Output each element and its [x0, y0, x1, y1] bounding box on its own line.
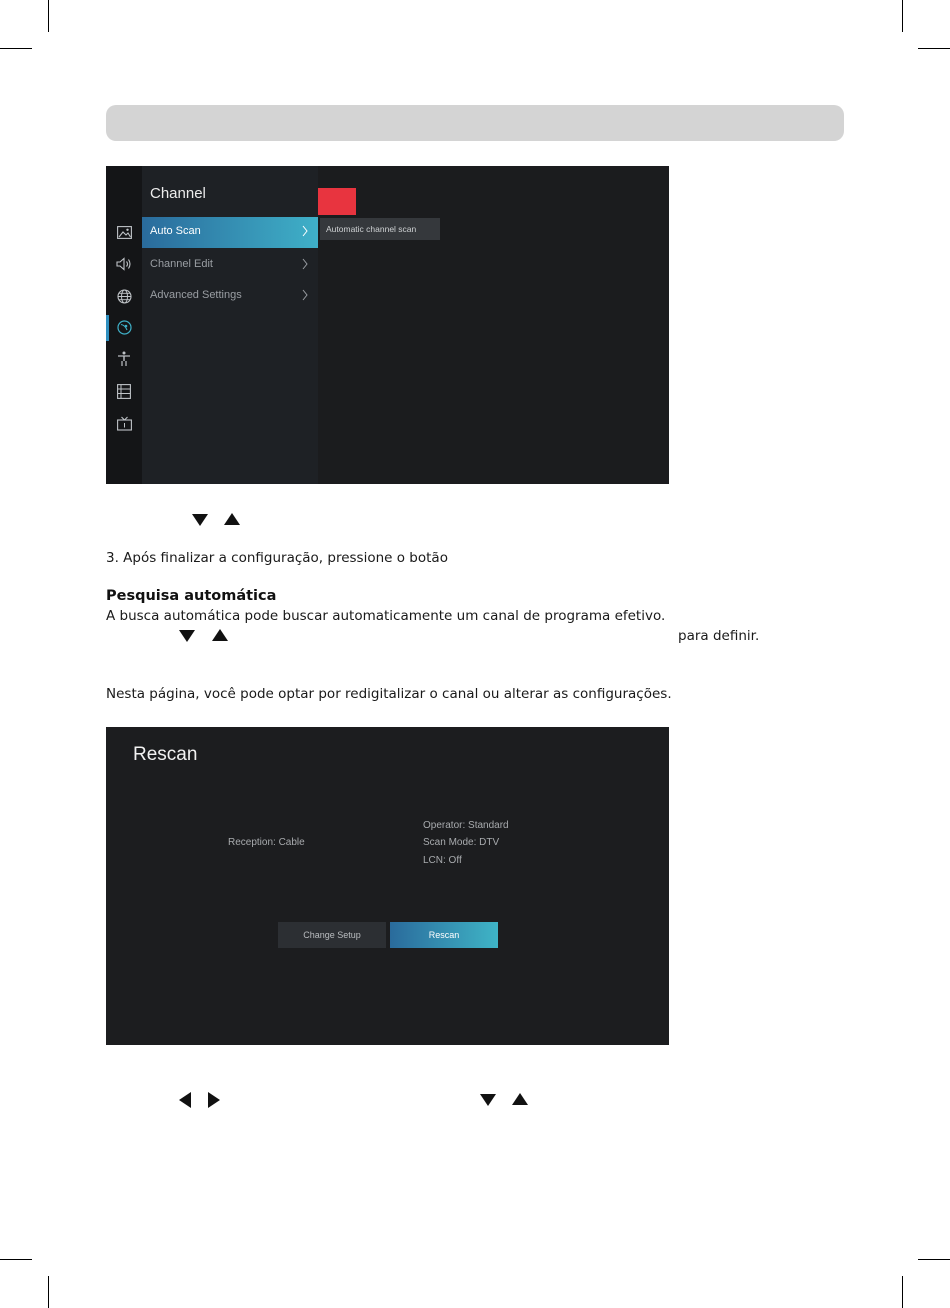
crop-mark [0, 1259, 32, 1260]
paragraph-text: A busca automática pode buscar automaticamente um canal de programa efetivo. [106, 608, 666, 624]
paragraph-text-end: para definir. [678, 628, 760, 644]
menu-item-auto-scan[interactable] [142, 217, 318, 248]
settings-icon-rail [106, 166, 142, 484]
section-header-bar [106, 105, 844, 141]
network-globe-icon[interactable] [116, 288, 132, 304]
crop-mark [902, 0, 903, 32]
arrow-down-icon [192, 514, 208, 526]
arrow-left-icon [179, 1092, 191, 1108]
sound-icon[interactable] [116, 256, 132, 272]
rail-selection-indicator [106, 315, 109, 341]
crop-mark [48, 1276, 49, 1308]
menu-item-label: Advanced Settings [150, 289, 242, 301]
scan-mode-text: Scan Mode: DTV [423, 837, 500, 848]
channel-menu-panel [142, 166, 318, 484]
change-setup-button[interactable]: Change Setup [278, 922, 386, 948]
channel-satellite-icon[interactable] [116, 319, 132, 335]
menu-item-label: Auto Scan [150, 225, 201, 237]
system-list-icon[interactable] [116, 383, 132, 399]
channel-menu-screenshot [106, 166, 669, 484]
menu-item-channel-edit[interactable] [142, 250, 318, 281]
crop-mark [48, 0, 49, 32]
menu-item-advanced-settings[interactable] [142, 281, 318, 312]
paragraph-text: Nesta página, você pode optar por redigitalizar o canal ou alterar as configurações. [106, 686, 672, 702]
rescan-button[interactable]: Rescan [390, 922, 498, 948]
rescan-screenshot [106, 727, 669, 1045]
arrow-down-icon [179, 630, 195, 642]
arrow-right-icon [208, 1092, 220, 1108]
arrow-up-icon [224, 513, 240, 525]
chevron-right-icon [301, 288, 309, 305]
lcn-text: LCN: Off [423, 855, 462, 866]
accessibility-icon[interactable] [116, 351, 132, 367]
crop-mark [918, 1259, 950, 1260]
operator-text: Operator: Standard [423, 820, 509, 831]
tv-icon[interactable] [116, 415, 132, 431]
menu-title: Channel [150, 185, 206, 202]
arrow-up-icon [212, 629, 228, 641]
highlight-tab [318, 188, 356, 215]
step-3-text: 3. Após finalizar a configuração, pressione o botão [106, 550, 448, 566]
rescan-title: Rescan [133, 744, 198, 765]
arrow-up-icon [512, 1093, 528, 1105]
arrow-down-icon [480, 1094, 496, 1106]
picture-icon[interactable] [116, 224, 132, 240]
section-heading: Pesquisa automática [106, 588, 277, 604]
crop-mark [0, 48, 32, 49]
crop-mark [918, 48, 950, 49]
menu-item-label: Channel Edit [150, 258, 213, 270]
reception-text: Reception: Cable [228, 837, 305, 848]
chevron-right-icon [301, 257, 309, 274]
auto-scan-tooltip: Automatic channel scan [320, 218, 440, 240]
chevron-right-icon [301, 224, 309, 241]
crop-mark [902, 1276, 903, 1308]
